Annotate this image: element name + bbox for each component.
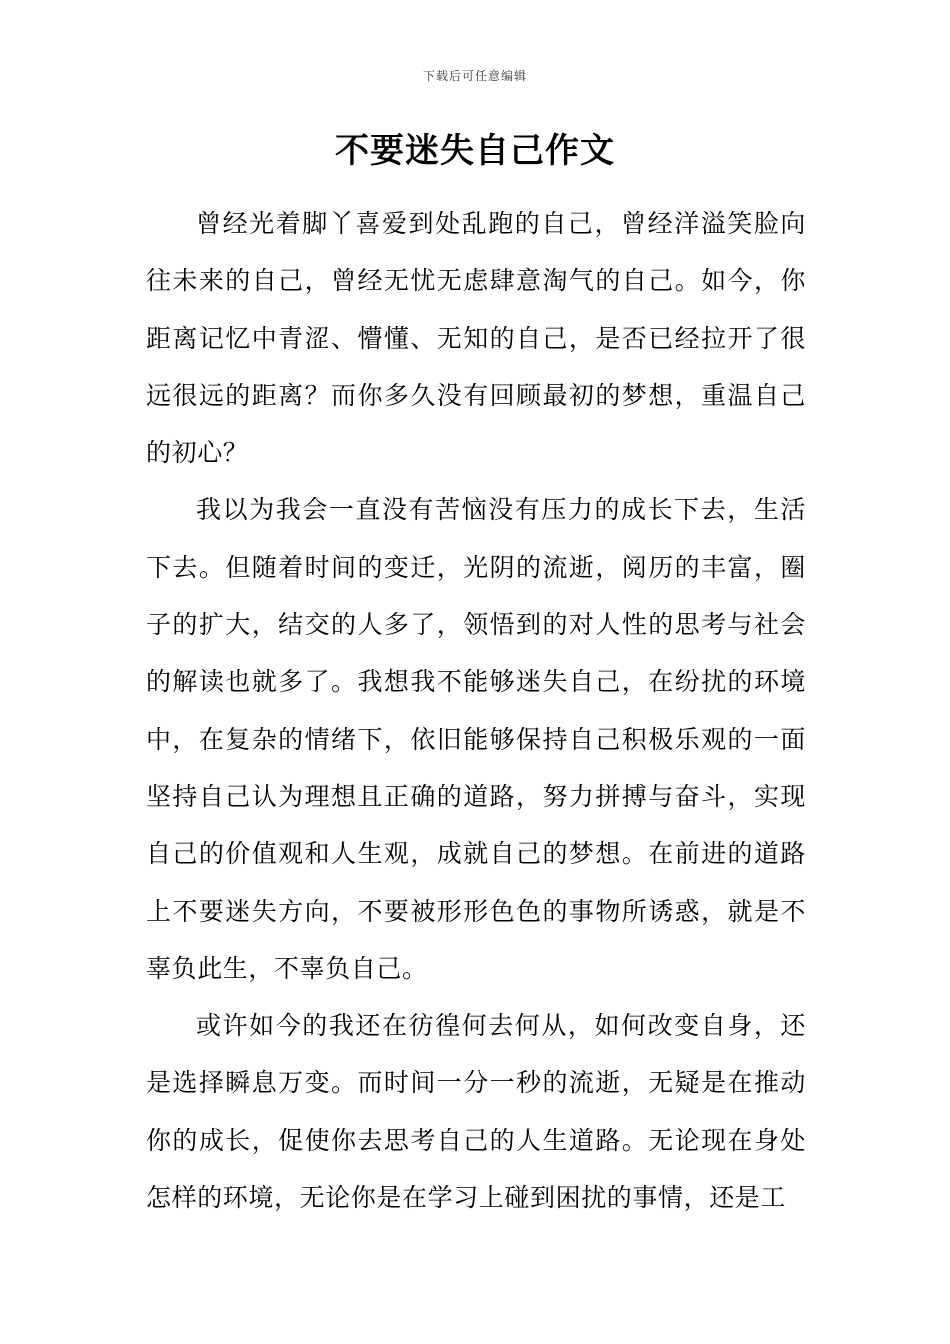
page-title: 不要迷失自己作文 [335,131,615,171]
paragraph-3: 或许如今的我还在彷徨何去何从，如何改变自身，还是选择瞬息万变。而时间一分一秒的流逝，无疑是在推动你的成长，促使你去思考自己的人生道路。无论现在身处怎样的环境，无论你是在学习上碰到困扰的事情，还是工 [146,1011,806,1213]
paragraph-2: 我以为我会一直没有苦恼没有压力的成长下去，生活下去。但随着时间的变迁，光阴的流逝，阅历的丰富，圈子的扩大，结交的人多了，领悟到的对人性的思考与社会的解读也就多了。我想我不能够迷失自己，在纷扰的环境中，在复杂的情绪下，依旧能够保持自己积极乐观的一面坚持自己认为理想且正确的道路，努力拼搏与奋斗，实现自己的价值观和人生观，成就自己的梦想。在前进的道路上不要迷失方向，不要被形形色色的事物所诱惑，就是不辜负此生，不辜负自己。 [146,495,806,983]
header-note: 下载后可任意编辑 [422,69,527,83]
paragraph-1: 曾经光着脚丫喜爱到处乱跑的自己，曾经洋溢笑脸向往未来的自己，曾经无忧无虑肆意淘气的自己。如今，你距离记忆中青涩、懵懂、无知的自己，是否已经拉开了很远很远的距离？而你多久没有回顾最初的梦想，重温自己的初心？ [146,209,806,468]
document-body [146,195,806,1226]
